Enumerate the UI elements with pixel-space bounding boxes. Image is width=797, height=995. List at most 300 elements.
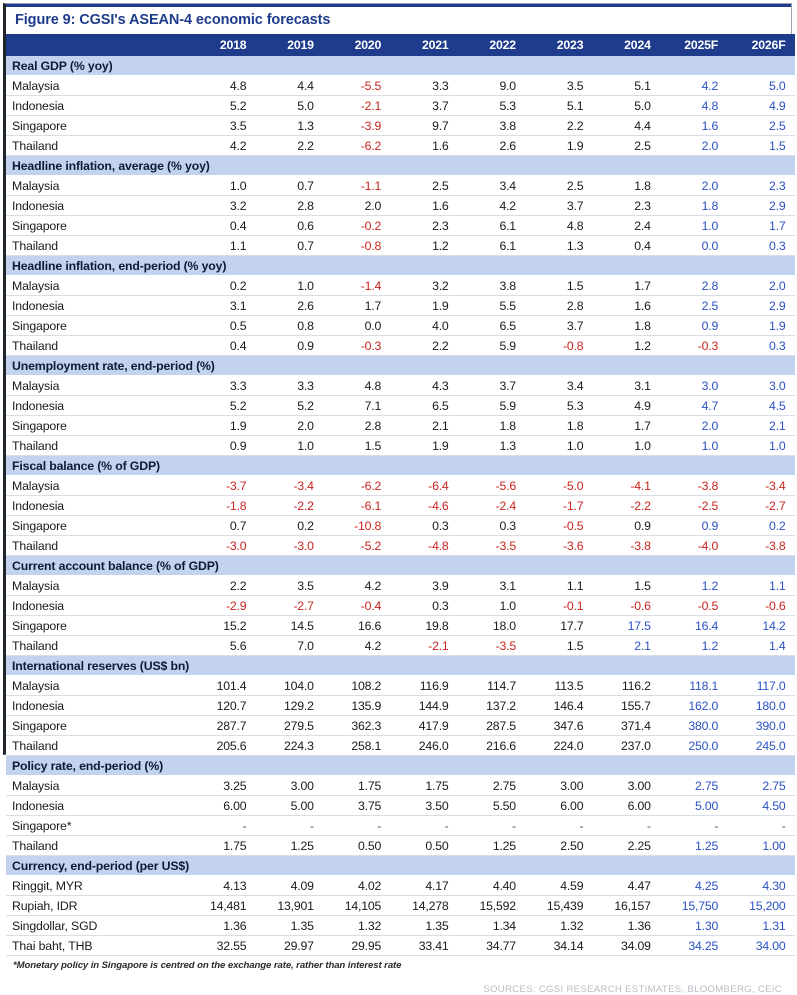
row-label: Thailand bbox=[6, 436, 188, 456]
cell-value: 1.8 bbox=[592, 176, 659, 196]
cell-value: 0.7 bbox=[255, 236, 322, 256]
cell-value: 4.2 bbox=[660, 76, 727, 96]
cell-value: 1.2 bbox=[390, 236, 457, 256]
cell-value: 3.2 bbox=[390, 276, 457, 296]
cell-value: 14,278 bbox=[390, 896, 457, 916]
table-row bbox=[6, 276, 795, 296]
row-label: Indonesia bbox=[6, 596, 188, 616]
cell-value: 101.4 bbox=[188, 676, 255, 696]
cell-value: 0.8 bbox=[255, 316, 322, 336]
cell-value: -0.6 bbox=[727, 596, 794, 616]
row-label: Indonesia bbox=[6, 496, 188, 516]
cell-value: 1.7 bbox=[592, 276, 659, 296]
cell-value: 1.30 bbox=[660, 916, 727, 936]
cell-value: 4.17 bbox=[390, 876, 457, 896]
cell-value: -3.5 bbox=[458, 536, 525, 556]
cell-value: 4.5 bbox=[727, 396, 794, 416]
cell-value: -5.5 bbox=[323, 76, 390, 96]
cell-value: 1.9 bbox=[188, 416, 255, 436]
column-header-label bbox=[6, 34, 188, 56]
cell-value: 1.35 bbox=[390, 916, 457, 936]
cell-value: 0.2 bbox=[727, 516, 794, 536]
cell-value: 3.4 bbox=[458, 176, 525, 196]
forecast-table bbox=[6, 34, 795, 956]
cell-value: 237.0 bbox=[592, 736, 659, 756]
cell-value: 5.2 bbox=[255, 396, 322, 416]
cell-value: 29.97 bbox=[255, 936, 322, 956]
cell-value: 2.6 bbox=[255, 296, 322, 316]
cell-value: -5.0 bbox=[525, 476, 592, 496]
cell-value: 0.3 bbox=[727, 336, 794, 356]
section-header-label: Current account balance (% of GDP) bbox=[6, 556, 795, 576]
cell-value: 2.1 bbox=[727, 416, 794, 436]
row-label: Malaysia bbox=[6, 76, 188, 96]
cell-value: 1.34 bbox=[458, 916, 525, 936]
table-header bbox=[6, 34, 795, 56]
cell-value: 4.13 bbox=[188, 876, 255, 896]
cell-value: 1.6 bbox=[660, 116, 727, 136]
table-row bbox=[6, 716, 795, 736]
cell-value: 2.5 bbox=[525, 176, 592, 196]
cell-value: 2.9 bbox=[727, 196, 794, 216]
cell-value: -3.9 bbox=[323, 116, 390, 136]
cell-value: 1.6 bbox=[592, 296, 659, 316]
cell-value: 4.09 bbox=[255, 876, 322, 896]
section-header-row bbox=[6, 856, 795, 876]
cell-value: 0.9 bbox=[592, 516, 659, 536]
row-label: Ringgit, MYR bbox=[6, 876, 188, 896]
cell-value: 14.5 bbox=[255, 616, 322, 636]
cell-value: 1.3 bbox=[458, 436, 525, 456]
cell-value: 2.0 bbox=[660, 176, 727, 196]
cell-value: 2.9 bbox=[727, 296, 794, 316]
cell-value: 3.0 bbox=[660, 376, 727, 396]
cell-value: 4.4 bbox=[592, 116, 659, 136]
cell-value: 1.5 bbox=[592, 576, 659, 596]
cell-value: 3.7 bbox=[390, 96, 457, 116]
cell-value: 3.00 bbox=[592, 776, 659, 796]
column-header-2021: 2021 bbox=[390, 34, 457, 56]
cell-value: -2.2 bbox=[255, 496, 322, 516]
row-label: Malaysia bbox=[6, 576, 188, 596]
cell-value: 114.7 bbox=[458, 676, 525, 696]
table-row bbox=[6, 236, 795, 256]
cell-value: 6.1 bbox=[458, 216, 525, 236]
row-label: Malaysia bbox=[6, 276, 188, 296]
row-label: Singapore bbox=[6, 216, 188, 236]
cell-value: 1.2 bbox=[660, 636, 727, 656]
section-header-row bbox=[6, 256, 795, 276]
cell-value: 16.4 bbox=[660, 616, 727, 636]
cell-value: 34.25 bbox=[660, 936, 727, 956]
row-label: Indonesia bbox=[6, 196, 188, 216]
cell-value: 0.3 bbox=[727, 236, 794, 256]
section-header-row bbox=[6, 756, 795, 776]
cell-value: 1.8 bbox=[592, 316, 659, 336]
row-label: Thai baht, THB bbox=[6, 936, 188, 956]
cell-value: -0.4 bbox=[323, 596, 390, 616]
cell-value: 3.1 bbox=[458, 576, 525, 596]
cell-value: 5.1 bbox=[592, 76, 659, 96]
cell-value: 1.5 bbox=[727, 136, 794, 156]
cell-value: - bbox=[727, 816, 794, 836]
table-row bbox=[6, 196, 795, 216]
cell-value: -10.8 bbox=[323, 516, 390, 536]
cell-value: -2.2 bbox=[592, 496, 659, 516]
cell-value: -6.1 bbox=[323, 496, 390, 516]
cell-value: 3.2 bbox=[188, 196, 255, 216]
cell-value: 1.6 bbox=[390, 196, 457, 216]
cell-value: 224.0 bbox=[525, 736, 592, 756]
cell-value: 1.1 bbox=[727, 576, 794, 596]
table-row bbox=[6, 476, 795, 496]
cell-value: 0.50 bbox=[323, 836, 390, 856]
cell-value: 34.00 bbox=[727, 936, 794, 956]
cell-value: 9.0 bbox=[458, 76, 525, 96]
cell-value: 1.0 bbox=[458, 596, 525, 616]
cell-value: 5.9 bbox=[458, 396, 525, 416]
cell-value: 1.32 bbox=[525, 916, 592, 936]
cell-value: 4.2 bbox=[188, 136, 255, 156]
section-header-label: International reserves (US$ bn) bbox=[6, 656, 795, 676]
column-header-2022: 2022 bbox=[458, 34, 525, 56]
cell-value: - bbox=[458, 816, 525, 836]
row-label: Malaysia bbox=[6, 376, 188, 396]
cell-value: 4.0 bbox=[390, 316, 457, 336]
cell-value: 1.75 bbox=[390, 776, 457, 796]
cell-value: 2.75 bbox=[660, 776, 727, 796]
cell-value: 3.3 bbox=[255, 376, 322, 396]
row-label: Singapore bbox=[6, 516, 188, 536]
cell-value: 1.8 bbox=[525, 416, 592, 436]
cell-value: 32.55 bbox=[188, 936, 255, 956]
cell-value: 5.2 bbox=[188, 396, 255, 416]
row-label: Indonesia bbox=[6, 296, 188, 316]
cell-value: -6.2 bbox=[323, 476, 390, 496]
cell-value: 1.3 bbox=[525, 236, 592, 256]
cell-value: 1.25 bbox=[255, 836, 322, 856]
row-label: Thailand bbox=[6, 536, 188, 556]
row-label: Thailand bbox=[6, 836, 188, 856]
cell-value: 15,750 bbox=[660, 896, 727, 916]
cell-value: -1.8 bbox=[188, 496, 255, 516]
cell-value: -0.3 bbox=[660, 336, 727, 356]
cell-value: 5.2 bbox=[188, 96, 255, 116]
row-label: Thailand bbox=[6, 336, 188, 356]
cell-value: -3.0 bbox=[255, 536, 322, 556]
cell-value: 113.5 bbox=[525, 676, 592, 696]
cell-value: 1.0 bbox=[255, 436, 322, 456]
cell-value: 0.3 bbox=[458, 516, 525, 536]
cell-value: 0.9 bbox=[255, 336, 322, 356]
table-row bbox=[6, 836, 795, 856]
cell-value: -4.8 bbox=[390, 536, 457, 556]
section-header-row bbox=[6, 456, 795, 476]
cell-value: 1.7 bbox=[592, 416, 659, 436]
cell-value: 246.0 bbox=[390, 736, 457, 756]
table-row bbox=[6, 416, 795, 436]
table-body bbox=[6, 56, 795, 956]
table-row bbox=[6, 916, 795, 936]
row-label: Singapore bbox=[6, 316, 188, 336]
row-label: Singapore bbox=[6, 416, 188, 436]
table-row bbox=[6, 296, 795, 316]
cell-value: 1.36 bbox=[188, 916, 255, 936]
cell-value: 390.0 bbox=[727, 716, 794, 736]
cell-value: 2.8 bbox=[660, 276, 727, 296]
cell-value: -6.2 bbox=[323, 136, 390, 156]
cell-value: 4.8 bbox=[188, 76, 255, 96]
column-header-2023: 2023 bbox=[525, 34, 592, 56]
cell-value: 108.2 bbox=[323, 676, 390, 696]
cell-value: -0.6 bbox=[592, 596, 659, 616]
cell-value: 17.7 bbox=[525, 616, 592, 636]
cell-value: -3.4 bbox=[727, 476, 794, 496]
cell-value: 347.6 bbox=[525, 716, 592, 736]
row-label: Malaysia bbox=[6, 476, 188, 496]
section-header-row bbox=[6, 56, 795, 76]
cell-value: 1.9 bbox=[727, 316, 794, 336]
cell-value: 16,157 bbox=[592, 896, 659, 916]
table-row bbox=[6, 376, 795, 396]
figure-container bbox=[3, 3, 792, 995]
section-header-row bbox=[6, 556, 795, 576]
cell-value: -0.8 bbox=[323, 236, 390, 256]
cell-value: -2.9 bbox=[188, 596, 255, 616]
row-label: Indonesia bbox=[6, 796, 188, 816]
table-row bbox=[6, 616, 795, 636]
cell-value: 5.0 bbox=[727, 76, 794, 96]
cell-value: -3.0 bbox=[188, 536, 255, 556]
cell-value: 1.5 bbox=[525, 636, 592, 656]
cell-value: -0.5 bbox=[660, 596, 727, 616]
cell-value: 2.25 bbox=[592, 836, 659, 856]
table-row bbox=[6, 176, 795, 196]
table-row bbox=[6, 496, 795, 516]
cell-value: 0.4 bbox=[188, 216, 255, 236]
cell-value: 4.30 bbox=[727, 876, 794, 896]
cell-value: 0.2 bbox=[188, 276, 255, 296]
cell-value: 5.0 bbox=[255, 96, 322, 116]
cell-value: 0.3 bbox=[390, 516, 457, 536]
row-label: Singapore bbox=[6, 116, 188, 136]
cell-value: 4.2 bbox=[323, 576, 390, 596]
table-row bbox=[6, 216, 795, 236]
column-header-2018: 2018 bbox=[188, 34, 255, 56]
cell-value: 7.0 bbox=[255, 636, 322, 656]
cell-value: 6.5 bbox=[458, 316, 525, 336]
cell-value: 0.4 bbox=[188, 336, 255, 356]
section-header-label: Headline inflation, average (% yoy) bbox=[6, 156, 795, 176]
cell-value: 0.6 bbox=[255, 216, 322, 236]
cell-value: 2.0 bbox=[255, 416, 322, 436]
cell-value: 162.0 bbox=[660, 696, 727, 716]
column-header-2024: 2024 bbox=[592, 34, 659, 56]
column-header-2019: 2019 bbox=[255, 34, 322, 56]
cell-value: 116.9 bbox=[390, 676, 457, 696]
cell-value: 5.6 bbox=[188, 636, 255, 656]
cell-value: -3.8 bbox=[660, 476, 727, 496]
cell-value: 2.3 bbox=[592, 196, 659, 216]
cell-value: 4.8 bbox=[525, 216, 592, 236]
row-label: Malaysia bbox=[6, 676, 188, 696]
cell-value: 1.9 bbox=[390, 436, 457, 456]
cell-value: -3.4 bbox=[255, 476, 322, 496]
cell-value: 3.3 bbox=[390, 76, 457, 96]
table-row bbox=[6, 936, 795, 956]
table-row bbox=[6, 336, 795, 356]
cell-value: -2.7 bbox=[255, 596, 322, 616]
cell-value: 245.0 bbox=[727, 736, 794, 756]
cell-value: 0.9 bbox=[660, 516, 727, 536]
section-header-row bbox=[6, 156, 795, 176]
cell-value: 13,901 bbox=[255, 896, 322, 916]
cell-value: -0.1 bbox=[525, 596, 592, 616]
table-row bbox=[6, 516, 795, 536]
cell-value: 205.6 bbox=[188, 736, 255, 756]
cell-value: 0.2 bbox=[255, 516, 322, 536]
cell-value: -3.8 bbox=[727, 536, 794, 556]
cell-value: 5.3 bbox=[525, 396, 592, 416]
cell-value: 6.00 bbox=[592, 796, 659, 816]
cell-value: 1.25 bbox=[660, 836, 727, 856]
cell-value: 129.2 bbox=[255, 696, 322, 716]
cell-value: 3.3 bbox=[188, 376, 255, 396]
cell-value: 29.95 bbox=[323, 936, 390, 956]
cell-value: 1.35 bbox=[255, 916, 322, 936]
cell-value: 1.0 bbox=[727, 436, 794, 456]
cell-value: 2.5 bbox=[727, 116, 794, 136]
cell-value: 371.4 bbox=[592, 716, 659, 736]
section-header-label: Policy rate, end-period (%) bbox=[6, 756, 795, 776]
cell-value: 0.50 bbox=[390, 836, 457, 856]
table-row bbox=[6, 736, 795, 756]
cell-value: 1.0 bbox=[660, 216, 727, 236]
cell-value: 15,439 bbox=[525, 896, 592, 916]
sources-line: SOURCES: CGSI RESEARCH ESTIMATES, BLOOMBERG, CEIC bbox=[483, 984, 782, 995]
cell-value: -3.7 bbox=[188, 476, 255, 496]
cell-value: 3.5 bbox=[188, 116, 255, 136]
cell-value: -3.5 bbox=[458, 636, 525, 656]
section-header-row bbox=[6, 356, 795, 376]
cell-value: 1.75 bbox=[188, 836, 255, 856]
cell-value: 2.5 bbox=[390, 176, 457, 196]
cell-value: -0.5 bbox=[525, 516, 592, 536]
cell-value: 2.8 bbox=[255, 196, 322, 216]
cell-value: 1.4 bbox=[727, 636, 794, 656]
table-row bbox=[6, 116, 795, 136]
cell-value: 5.3 bbox=[458, 96, 525, 116]
header-row bbox=[6, 34, 795, 56]
cell-value: 16.6 bbox=[323, 616, 390, 636]
cell-value: 1.3 bbox=[255, 116, 322, 136]
cell-value: 1.0 bbox=[188, 176, 255, 196]
cell-value: -2.5 bbox=[660, 496, 727, 516]
cell-value: 1.0 bbox=[255, 276, 322, 296]
cell-value: 1.2 bbox=[592, 336, 659, 356]
table-row bbox=[6, 816, 795, 836]
section-header-label: Currency, end-period (per US$) bbox=[6, 856, 795, 876]
table-row bbox=[6, 316, 795, 336]
cell-value: 2.1 bbox=[592, 636, 659, 656]
row-label: Indonesia bbox=[6, 696, 188, 716]
row-label: Rupiah, IDR bbox=[6, 896, 188, 916]
cell-value: 3.5 bbox=[525, 76, 592, 96]
cell-value: 2.6 bbox=[458, 136, 525, 156]
cell-value: 1.00 bbox=[727, 836, 794, 856]
cell-value: -1.4 bbox=[323, 276, 390, 296]
cell-value: 4.2 bbox=[323, 636, 390, 656]
cell-value: 135.9 bbox=[323, 696, 390, 716]
cell-value: 3.7 bbox=[458, 376, 525, 396]
cell-value: 2.2 bbox=[188, 576, 255, 596]
cell-value: 14.2 bbox=[727, 616, 794, 636]
table-row bbox=[6, 76, 795, 96]
cell-value: 3.8 bbox=[458, 276, 525, 296]
cell-value: - bbox=[390, 816, 457, 836]
cell-value: 180.0 bbox=[727, 696, 794, 716]
row-label: Thailand bbox=[6, 136, 188, 156]
cell-value: -0.3 bbox=[323, 336, 390, 356]
section-header-label: Headline inflation, end-period (% yoy) bbox=[6, 256, 795, 276]
row-label: Malaysia bbox=[6, 176, 188, 196]
cell-value: 5.0 bbox=[592, 96, 659, 116]
cell-value: 362.3 bbox=[323, 716, 390, 736]
cell-value: 1.7 bbox=[323, 296, 390, 316]
cell-value: -1.1 bbox=[323, 176, 390, 196]
cell-value: 15,592 bbox=[458, 896, 525, 916]
cell-value: 3.0 bbox=[727, 376, 794, 396]
cell-value: -1.7 bbox=[525, 496, 592, 516]
cell-value: 5.9 bbox=[458, 336, 525, 356]
cell-value: 144.9 bbox=[390, 696, 457, 716]
cell-value: 5.1 bbox=[525, 96, 592, 116]
cell-value: 1.1 bbox=[188, 236, 255, 256]
section-header-label: Real GDP (% yoy) bbox=[6, 56, 795, 76]
cell-value: 6.5 bbox=[390, 396, 457, 416]
figure-title: Figure 9: CGSI's ASEAN-4 economic forecasts bbox=[15, 12, 331, 28]
table-row bbox=[6, 696, 795, 716]
cell-value: 2.50 bbox=[525, 836, 592, 856]
cell-value: 19.8 bbox=[390, 616, 457, 636]
cell-value: 1.9 bbox=[525, 136, 592, 156]
row-label: Thailand bbox=[6, 736, 188, 756]
cell-value: 2.5 bbox=[592, 136, 659, 156]
cell-value: 4.47 bbox=[592, 876, 659, 896]
cell-value: -3.8 bbox=[592, 536, 659, 556]
cell-value: 33.41 bbox=[390, 936, 457, 956]
cell-value: 1.5 bbox=[525, 276, 592, 296]
cell-value: 0.7 bbox=[255, 176, 322, 196]
cell-value: 3.7 bbox=[525, 196, 592, 216]
row-label: Malaysia bbox=[6, 776, 188, 796]
cell-value: -2.4 bbox=[458, 496, 525, 516]
cell-value: 34.77 bbox=[458, 936, 525, 956]
cell-value: -2.7 bbox=[727, 496, 794, 516]
table-row bbox=[6, 676, 795, 696]
cell-value: 287.7 bbox=[188, 716, 255, 736]
cell-value: 2.2 bbox=[255, 136, 322, 156]
cell-value: 2.75 bbox=[727, 776, 794, 796]
cell-value: 0.7 bbox=[188, 516, 255, 536]
cell-value: 1.9 bbox=[390, 296, 457, 316]
cell-value: 2.0 bbox=[660, 136, 727, 156]
cell-value: -4.6 bbox=[390, 496, 457, 516]
cell-value: 120.7 bbox=[188, 696, 255, 716]
cell-value: 15,200 bbox=[727, 896, 794, 916]
cell-value: 137.2 bbox=[458, 696, 525, 716]
column-header-2026f: 2026F bbox=[727, 34, 794, 56]
